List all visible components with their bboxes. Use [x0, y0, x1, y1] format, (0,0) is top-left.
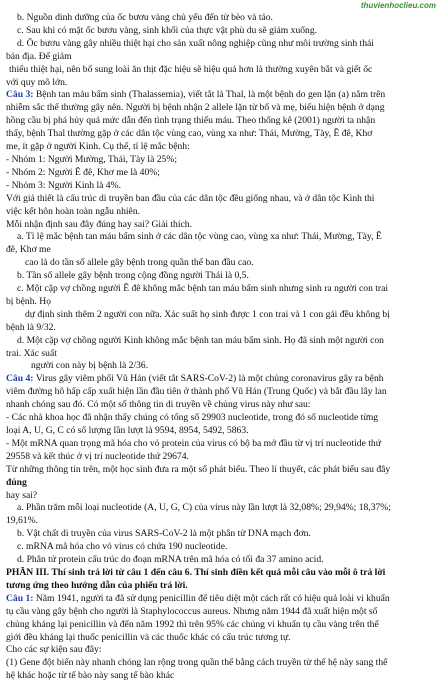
text-line — [6, 128, 440, 141]
text-line — [6, 141, 440, 154]
line-text: thấy, bệnh Thal thường gặp ở các dân tộc vùng cao, vùng xa như: Thái, Mường, Tày, Ê đê, Khơ — [6, 128, 373, 140]
line-text: Với giả thiết là cấu trúc di truyền ban đầu của các dân tộc đều giống nhau, và ở dân tộc Kinh thì — [6, 192, 375, 204]
line-text: hồng cầu bị phá hủy quá mức dẫn đến tình trạng thiếu máu. Theo thống kê (2001) người ta nhận — [6, 115, 376, 127]
question-label: Câu 4: — [6, 373, 36, 385]
line-text: viêm đường hô hấp cấp xuất hiện lần đầu tiên ở thành phố Vũ Hán (Trung Quốc) và bắt đầu lây lan — [6, 386, 387, 398]
line-text: với quy mô lớn. — [6, 76, 68, 88]
text-line — [6, 348, 440, 361]
line-text: - Các nhà khoa học đã nhận thấy chúng có tổng số 29903 nucleotide, trong đó số nucleotide từng — [6, 412, 379, 424]
line-text: hay sai? — [6, 489, 38, 501]
text-line — [6, 399, 440, 412]
text-line — [6, 193, 440, 206]
line-text: - Một mRNA quan trọng mã hóa cho vỏ protein của virus có bộ ba mở đầu từ vị trí nucleotide thứ — [6, 437, 381, 449]
line-text: bệnh là 9/32. — [6, 321, 56, 333]
line-text: b. Vật chất di truyền của virus SARS-CoV-2 là một phân tử DNA mạch đơn. — [17, 528, 311, 540]
text-line — [6, 115, 440, 128]
line-text: dự định sinh thêm 2 người con nữa. Xác suất họ sinh được 1 con trai và 1 con gái đều không bị — [25, 308, 390, 320]
line-text: b. Tần số allele gây bệnh trong cộng đồng người Thái là 0,5. — [17, 270, 249, 282]
line-text: c. mRNA mã hóa cho vỏ virus có chứa 190 nucleotide. — [17, 541, 228, 553]
line-text: cao là do tần số allele gây bệnh trong quần thể ban đầu cao. — [25, 257, 254, 269]
line-text: chủng kháng lại penicillin và đến năm 1992 thì trên 95% các chủng vi khuẩn tụ cầu vàng trên thế — [6, 618, 379, 630]
document-page — [6, 12, 440, 683]
line-text: loại A, U, G, C có số lượng lần lượt là 9594, 8954, 5492, 5863. — [6, 425, 249, 436]
line-text: người con này bị bệnh là 2/36. — [31, 360, 149, 372]
text-line — [6, 38, 440, 51]
text-line — [6, 477, 440, 490]
text-line — [6, 180, 440, 193]
question-label: Câu 3: — [6, 89, 36, 101]
text-line — [6, 644, 440, 657]
line-text: b. Nguồn dinh dưỡng của ốc bươu vàng chủ yếu đến từ bèo và tảo. — [17, 12, 273, 23]
text-line — [6, 425, 440, 438]
text-line — [6, 25, 440, 38]
text-line — [6, 335, 440, 348]
text-line — [6, 606, 440, 619]
line-text: d. Phân tử protein cấu trúc do đoạn mRNA trên mã hóa có tối đa 37 amino acid. — [17, 554, 324, 566]
line-text: Cho các sự kiện sau đây: — [6, 644, 102, 656]
text-line — [6, 619, 440, 632]
line-text: việc kết hôn hoàn toàn ngẫu nhiên. — [6, 205, 141, 217]
text-line — [6, 670, 440, 683]
text-line — [6, 360, 440, 373]
line-text: c. Một cặp vợ chồng người Ê đê không mắc bệnh tan máu bẩm sinh nhưng sinh ra người con trai — [17, 283, 389, 295]
text-line — [6, 386, 440, 399]
line-text: Bệnh tan máu bẩm sinh (Thalassemia), viết tắt là Thal, là một bệnh do gen lặn (a) nằm trên — [35, 89, 386, 101]
text-line — [6, 451, 440, 464]
text-line — [6, 231, 440, 244]
line-text: (1) Gene đột biến này nhanh chóng lan rộng trong quần thể bằng cách truyền từ thế hệ này sang thế — [6, 657, 388, 669]
line-text: bản địa. Để giảm — [6, 50, 72, 62]
text-line — [6, 154, 440, 167]
line-text: d. Một cặp vợ chồng người Kinh không mắc bệnh tan máu bẩm sinh. Họ đã sinh một người con — [17, 334, 384, 346]
text-line — [6, 51, 440, 64]
text-line — [6, 593, 440, 606]
line-text: Mỗi nhận định sau đây đúng hay sai? Giải thích. — [6, 218, 192, 230]
question-label: Câu 1: — [6, 592, 36, 604]
line-text: bị bệnh. Họ — [6, 295, 52, 307]
text-line — [6, 528, 440, 541]
text-line — [6, 89, 440, 102]
line-text: 29558 và kết thúc ở vị trí nucleotide thứ 29674. — [6, 450, 189, 462]
text-line — [6, 567, 440, 580]
text-line — [6, 464, 440, 477]
text-line — [6, 206, 440, 219]
text-line — [6, 309, 440, 322]
text-line — [6, 438, 440, 451]
text-line — [6, 490, 440, 503]
text-line — [6, 167, 440, 180]
line-text: nhanh chóng sau đó. Có một số thông tin di truyền về chủng virus này như sau: — [6, 399, 311, 411]
line-text: me, ít gặp ở người Kinh. Cụ thể, tỉ lệ mắc bệnh: — [6, 141, 190, 153]
text-line — [6, 244, 440, 257]
line-text: Từ những thông tin trên, một học sinh đưa ra một số phát biểu. Theo lí thuyết, các phát biểu sau đây — [6, 463, 391, 475]
text-line — [6, 77, 440, 90]
text-line — [6, 554, 440, 567]
section-heading: tương ứng theo hướng dẫn của phiếu trả lời. — [6, 579, 188, 591]
text-line — [6, 322, 440, 335]
text-line — [6, 580, 440, 593]
line-text: a. Phần trăm mỗi loại nucleotide (A, U, G, C) của virus này lần lượt là 32,08%; 29,94%; 18,37%; — [17, 502, 391, 514]
line-text: trai. Xác suất — [6, 347, 57, 359]
text-line — [6, 412, 440, 425]
line-text: 19,61%. — [6, 515, 38, 527]
text-line — [6, 515, 440, 528]
text-line — [6, 257, 440, 270]
text-line — [6, 632, 440, 645]
line-text: d. Ốc bươu vàng gây nhiều thiệt hại cho sản xuất nông nghiệp cũng như môi trường sinh thái — [17, 37, 374, 49]
line-text: Virus gây viêm phổi Vũ Hán (viết tắt SARS-CoV-2) là một chủng coronavirus gây ra bệnh — [35, 373, 384, 385]
line-text: đúng — [6, 476, 27, 488]
line-text: tụ cầu vàng gây bệnh cho người là Staphylococcus aureus. Nhưng năm 1944 đã xuất hiện một số — [6, 605, 378, 617]
text-line — [6, 64, 440, 77]
line-text: c. Sau khi có mặt ốc bươu vàng, sinh khối của thực vật phù du sẽ giảm xuống. — [17, 24, 318, 36]
line-text: đê, Khơ me — [6, 244, 51, 256]
line-text: Năm 1941, người ta đã sử dụng penicillin để tiêu diệt một cách rất có hiệu quả loài vi khuẩn — [35, 592, 390, 604]
line-text: giới đều kháng lại thuốc penicillin và các thuốc khác có cấu trúc tương tự. — [6, 631, 291, 643]
text-line — [6, 12, 440, 25]
watermark: thuvienhoclieu.com — [360, 1, 436, 10]
text-line — [6, 502, 440, 515]
text-line — [6, 219, 440, 232]
text-line — [6, 296, 440, 309]
text-line — [6, 270, 440, 283]
text-line — [6, 541, 440, 554]
line-text: - Nhóm 3: Người Kinh là 4%. — [6, 179, 121, 191]
text-line — [6, 373, 440, 386]
text-line — [6, 657, 440, 670]
section-heading: PHẦN III. Thí sinh trả lời từ câu 1 đến câu 6. Thí sinh điền kết quả mỗi câu vào mỗi ô trả lời — [6, 566, 386, 578]
line-text: thiểu thiệt hại, nên bổ sung loài ăn thịt đặc hiệu sẽ hiệu quả hơn là thường xuyên bắt và giết ốc — [9, 63, 373, 75]
text-line — [6, 102, 440, 115]
line-text: nhiễm sắc thể thường gây nên. Người bị bệnh nhận 2 allele lặn từ bố và mẹ, biểu hiện bệnh ở dạng — [6, 102, 385, 114]
line-text: hệ khác hoặc từ tế bào này sang tế bào khác — [6, 670, 175, 682]
line-text: - Nhóm 1: Người Mường, Thái, Tày là 25%; — [6, 153, 178, 165]
line-text: - Nhóm 2: Người Ê đê, Khơ me là 40%; — [6, 166, 160, 178]
text-line — [6, 283, 440, 296]
line-text: a. Tỉ lệ mắc bệnh tan máu bẩm sinh ở các dân tộc vùng cao, vùng xa như: Thái, Mường, Tày, Ê — [17, 231, 382, 243]
